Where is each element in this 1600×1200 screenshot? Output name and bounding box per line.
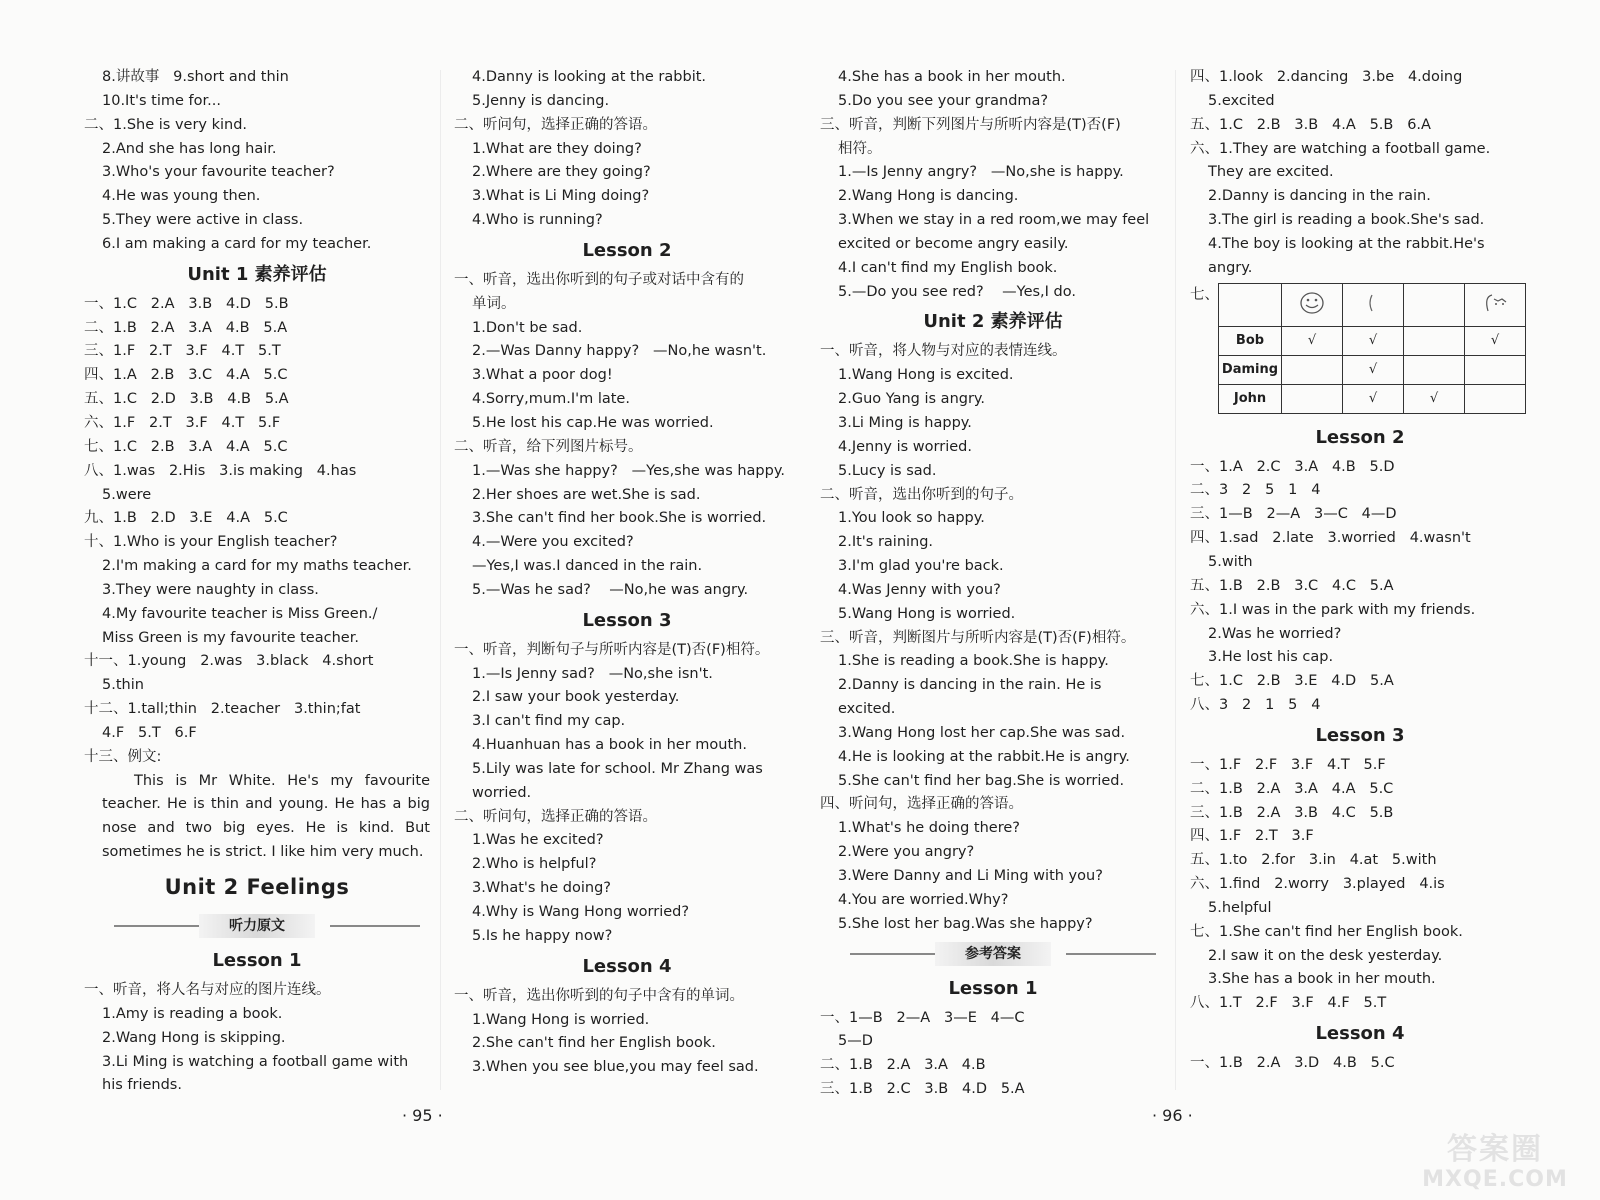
- text-line: 3.What's he doing?: [472, 880, 611, 897]
- text-line: 4.Huanhuan has a book in her mouth.: [472, 737, 747, 754]
- text-line: 四、1.sad 2.late 3.worried 4.wasn't: [1190, 530, 1471, 547]
- text-line: 4.My favourite teacher is Miss Green./: [102, 605, 378, 622]
- lesson3-heading: Lesson 3: [582, 609, 672, 631]
- text-line: 8.讲故事 9.short and thin: [102, 69, 289, 85]
- text-line: 六、1.I was in the park with my friends.: [1190, 601, 1476, 618]
- text-line: 三、1.B 2.A 3.B 4.C 5.B: [1190, 804, 1394, 821]
- lesson1-heading: Lesson 1: [212, 950, 302, 971]
- text-line: angry.: [1208, 259, 1253, 276]
- lesson2-answers-heading: Lesson 2: [1315, 426, 1405, 448]
- text-line: 4.She has a book in her mouth.: [838, 69, 1066, 85]
- text-line: 1.—Was she happy? —Yes,she was happy.: [472, 462, 785, 479]
- text-line: 1.Wang Hong is excited.: [838, 367, 1014, 384]
- text-line: 5.—Do you see red? —Yes,I do.: [838, 283, 1076, 300]
- text-line: worried.: [472, 784, 532, 801]
- text-line: 4.Sorry,mum.I'm late.: [472, 391, 630, 408]
- text-line: 四、1.look 2.dancing 3.be 4.doing: [1190, 69, 1463, 85]
- text-line: 5.—Was he sad? —No,he was angry.: [472, 581, 749, 598]
- banner-rule-right: [1066, 953, 1156, 955]
- text-line: 十三、例文:: [84, 748, 162, 765]
- text-line: 3.When we stay in a red room,we may feel: [838, 212, 1150, 229]
- text-line: 5.Lucy is sad.: [838, 462, 937, 479]
- check-cell: [1404, 326, 1465, 355]
- text-line: 3.She has a book in her mouth.: [1208, 971, 1436, 988]
- text-line: 1.Was he excited?: [472, 832, 604, 849]
- check-cell: [1465, 355, 1526, 384]
- angry-face-icon: [1480, 289, 1510, 317]
- person-name-cell: Daming: [1219, 355, 1282, 384]
- banner-label: 参考答案: [935, 942, 1051, 966]
- check-cell: √: [1343, 326, 1404, 355]
- table-section-label: 七、: [1190, 286, 1219, 303]
- unit1-assessment-heading: Unit 1 素养评估: [187, 263, 327, 285]
- text-line: 3.What a poor dog!: [472, 367, 613, 384]
- text-line: 2.—Was Danny happy? —No,he wasn't.: [472, 343, 767, 360]
- text-line: 八、1.T 2.F 3.F 4.F 5.T: [1190, 995, 1387, 1012]
- text-line: —Yes,I was.I danced in the rain.: [472, 558, 703, 575]
- check-cell: [1282, 355, 1343, 384]
- text-line: 一、听音，选出你听到的句子中含有的单词。: [454, 987, 744, 1004]
- text-line: 3.When you see blue,you may feel sad.: [472, 1059, 759, 1076]
- check-cell: [1404, 355, 1465, 384]
- text-line: 八、3 2 1 5 4: [1190, 697, 1321, 714]
- lesson4-heading: Lesson 4: [582, 955, 672, 977]
- text-line: 4.Jenny is worried.: [838, 438, 972, 455]
- text-line: 相符。: [838, 140, 882, 157]
- text-line: 一、1.A 2.C 3.A 4.B 5.D: [1190, 458, 1395, 475]
- text-line: 二、1.B 2.A 3.A 4.A 5.C: [1190, 780, 1394, 797]
- table-corner-cell: [1219, 283, 1282, 326]
- unit2-title: Unit 2 Feelings: [164, 875, 350, 899]
- text-line: 1.You look so happy.: [838, 510, 985, 527]
- face-header-cell: [1282, 283, 1343, 326]
- text-line: 5.thin: [102, 677, 144, 694]
- text-line: 5.helpful: [1208, 899, 1272, 916]
- text-line: 4.—Were you excited?: [472, 534, 634, 551]
- text-line: 5.He lost his cap.He was worried.: [472, 414, 714, 431]
- text-line: excited.: [838, 701, 896, 718]
- text-line: 3.She can't find her book.She is worried.: [472, 510, 767, 527]
- text-line: 二、1.She is very kind.: [84, 116, 248, 133]
- table-row: [1219, 384, 1526, 413]
- text-line: 5.Lily was late for school. Mr Zhang was: [472, 760, 763, 777]
- text-line: 4.He is looking at the rabbit.He is angry.: [838, 748, 1130, 765]
- text-line: 5.She lost her bag.Was she happy?: [838, 915, 1093, 932]
- text-line: 2.And she has long hair.: [102, 140, 277, 157]
- listening-script-banner: [84, 911, 430, 941]
- check-cell: [1465, 384, 1526, 413]
- answer-key-banner: [820, 939, 1166, 969]
- column-4: [1190, 66, 1530, 1076]
- text-line: 二、听问句，选择正确的答语。: [454, 808, 657, 825]
- text-line: 4.Why is Wang Hong worried?: [472, 904, 690, 920]
- text-line: 3.Wang Hong lost her cap.She was sad.: [838, 724, 1126, 741]
- text-line: 九、1.B 2.D 3.E 4.A 5.C: [84, 510, 288, 527]
- text-line: 七、1.C 2.B 3.A 4.A 5.C: [84, 438, 288, 455]
- text-line: 5.Is he happy now?: [472, 927, 613, 944]
- text-line: 6.I am making a card for my teacher.: [102, 235, 372, 252]
- text-line: 2.Were you angry?: [838, 844, 975, 861]
- text-line: 3.He lost his cap.: [1208, 649, 1334, 666]
- text-line: 2.Danny is dancing in the rain.: [1208, 188, 1431, 205]
- text-line: 三、1.B 2.C 3.B 4.D 5.A: [820, 1081, 1025, 1098]
- text-line: 4.Was Jenny with you?: [838, 581, 1001, 598]
- feelings-table: [1218, 283, 1526, 414]
- text-line: 二、3 2 5 1 4: [1190, 482, 1321, 499]
- text-line: 2.I'm making a card for my maths teacher.: [102, 558, 412, 575]
- text-line: 3.Who's your favourite teacher?: [102, 164, 335, 181]
- text-line: 六、1.They are watching a football game.: [1190, 140, 1491, 157]
- text-line: 1.Wang Hong is worried.: [472, 1011, 650, 1028]
- text-line: 一、听音，将人名与对应的图片连线。: [84, 982, 331, 998]
- text-line: 六、1.find 2.worry 3.played 4.is: [1190, 876, 1445, 893]
- check-cell: √: [1282, 326, 1343, 355]
- lesson4-answers-heading: Lesson 4: [1315, 1023, 1405, 1045]
- text-line: 一、1.F 2.F 3.F 4.T 5.F: [1190, 756, 1386, 773]
- text-line: 3.What is Li Ming doing?: [472, 188, 650, 205]
- table-header-row: [1219, 283, 1526, 326]
- text-line: 4.I can't find my English book.: [838, 259, 1058, 276]
- text-line: 1.What's he doing there?: [838, 820, 1020, 837]
- text-line: 二、听问句，选择正确的答语。: [454, 116, 657, 133]
- text-line: 一、听音，选出你听到的句子或对话中含有的: [454, 271, 744, 288]
- text-line: 3.I can't find my cap.: [472, 713, 626, 730]
- banner-label: 听力原文: [199, 914, 315, 938]
- text-line: 3.Were Danny and Li Ming with you?: [838, 868, 1103, 884]
- text-line: 2.I saw it on the desk yesterday.: [1208, 947, 1443, 964]
- text-line: 四、听问句，选择正确的答语。: [820, 796, 1023, 813]
- text-line: 5.were: [102, 486, 152, 503]
- text-line: Miss Green is my favourite teacher.: [102, 629, 359, 646]
- page-number-right: · 96 ·: [1152, 1106, 1193, 1125]
- text-line: 三、听音，判断下列图片与所听内容是(T)否(F): [820, 116, 1121, 133]
- text-line: 十、1.Who is your English teacher?: [84, 534, 338, 551]
- page-number-left: · 95 ·: [402, 1106, 443, 1125]
- watermark-logo-text: 答案圈: [1447, 1132, 1543, 1167]
- text-line: 一、1.B 2.A 3.D 4.B 5.C: [1190, 1055, 1395, 1072]
- text-line: 2.Guo Yang is angry.: [838, 391, 986, 408]
- sample-essay: This is Mr White. He's my favourite teacher. He is thin and young. He has a big nose and two big eyes. He is kind. But sometimes he is strict. I like him very much.: [102, 772, 430, 861]
- text-line: 2.Who is helpful?: [472, 856, 597, 873]
- table-row: [1219, 326, 1526, 355]
- banner-rule-left: [850, 953, 940, 955]
- text-line: 5.excited: [1208, 92, 1275, 109]
- unit2-assessment-heading: Unit 2 素养评估: [923, 311, 1063, 333]
- text-line: 单词。: [472, 295, 516, 312]
- lesson1-answers-heading: Lesson 1: [948, 977, 1038, 999]
- text-line: 1.She is reading a book.She is happy.: [838, 653, 1109, 670]
- text-line: 4.He was young then.: [102, 188, 261, 205]
- check-cell: √: [1404, 384, 1465, 413]
- text-line: 五、1.to 2.for 3.in 4.at 5.with: [1190, 852, 1437, 869]
- table-row: [1219, 355, 1526, 384]
- text-line: 四、1.A 2.B 3.C 4.A 5.C: [84, 367, 288, 384]
- check-cell: [1282, 384, 1343, 413]
- text-line: 二、1.B 2.A 3.A 4.B: [820, 1057, 986, 1074]
- text-line: 1.What are they doing?: [472, 140, 642, 157]
- text-line: 5.Jenny is dancing.: [472, 92, 610, 109]
- text-line: 5.Do you see your grandma?: [838, 92, 1049, 109]
- feelings-table-section: [1190, 283, 1530, 414]
- text-line: 3.They were naughty in class.: [102, 581, 319, 598]
- text-line: 三、听音，判断图片与所听内容是(T)否(F)相符。: [820, 629, 1136, 646]
- person-name-cell: John: [1219, 384, 1282, 413]
- text-line: 1.Amy is reading a book.: [102, 1005, 283, 1022]
- text-line: 一、1—B 2—A 3—E 4—C: [820, 1009, 1025, 1026]
- text-line: 2.Danny is dancing in the rain. He is: [838, 677, 1102, 694]
- text-line: 七、1.C 2.B 3.E 4.D 5.A: [1190, 673, 1394, 690]
- text-line: 三、1—B 2—A 3—C 4—D: [1190, 506, 1397, 523]
- banner-rule-left: [114, 925, 204, 927]
- column-1: [84, 66, 430, 1098]
- column-3: [820, 66, 1166, 1102]
- text-line: 二、听音，给下列图片标号。: [454, 438, 643, 455]
- face-header-cell: [1343, 283, 1404, 326]
- text-line: 3.Li Ming is watching a football game with: [102, 1053, 409, 1070]
- text-line: 4.You are worried.Why?: [838, 891, 1009, 908]
- column-2: [454, 66, 800, 1080]
- text-line: 三、1.F 2.T 3.F 4.T 5.T: [84, 343, 281, 360]
- check-cell: √: [1343, 384, 1404, 413]
- text-line: 5.They were active in class.: [102, 212, 304, 229]
- text-line: 1.Don't be sad.: [472, 319, 583, 336]
- text-line: 2.Her shoes are wet.She is sad.: [472, 486, 701, 503]
- text-line: They are excited.: [1208, 164, 1334, 181]
- text-line: 5.She can't find her bag.She is worried.: [838, 772, 1125, 789]
- text-line: 5.Wang Hong is worried.: [838, 605, 1016, 622]
- text-line: 4.The boy is looking at the rabbit.He's: [1208, 235, 1485, 252]
- text-line: 4.Who is running?: [472, 212, 603, 229]
- text-line: 八、1.was 2.His 3.is making 4.has: [84, 462, 357, 479]
- lesson2-heading: Lesson 2: [582, 239, 672, 261]
- text-line: 一、听音，判断句子与所听内容是(T)否(F)相符。: [454, 641, 770, 658]
- text-line: 二、1.B 2.A 3.A 4.B 5.A: [84, 319, 288, 336]
- text-line: 一、1.C 2.A 3.B 4.D 5.B: [84, 295, 289, 312]
- text-line: 六、1.F 2.T 3.F 4.T 5.F: [84, 414, 281, 431]
- lesson3-answers-heading: Lesson 3: [1315, 724, 1405, 746]
- text-line: 四、1.F 2.T 3.F: [1190, 828, 1314, 845]
- text-line: 1.—Is Jenny angry? —No,she is happy.: [838, 164, 1124, 181]
- text-line: 1.—Is Jenny sad? —No,she isn't.: [472, 665, 713, 682]
- text-line: excited or become angry easily.: [838, 235, 1069, 252]
- text-line: 2.She can't find her English book.: [472, 1035, 716, 1052]
- watermark: [1410, 1132, 1580, 1192]
- text-line: 4.Danny is looking at the rabbit.: [472, 69, 707, 85]
- watermark-url: MXQE.COM: [1422, 1167, 1568, 1192]
- text-line: 2.Was he worried?: [1208, 625, 1342, 642]
- text-line: 5—D: [838, 1033, 873, 1050]
- text-line: 3.Li Ming is happy.: [838, 414, 972, 431]
- check-cell: √: [1343, 355, 1404, 384]
- face-header-cell: [1404, 283, 1465, 326]
- text-line: 3.I'm glad you're back.: [838, 558, 1004, 575]
- text-line: 2.Wang Hong is dancing.: [838, 188, 1019, 205]
- sad-face-icon: [1358, 289, 1388, 317]
- text-line: 一、听音，将人物与对应的表情连线。: [820, 343, 1067, 360]
- check-cell: √: [1465, 326, 1526, 355]
- text-line: 五、1.C 2.D 3.B 4.B 5.A: [84, 391, 289, 408]
- person-name-cell: Bob: [1219, 326, 1282, 355]
- text-line: 七、1.She can't find her English book.: [1190, 923, 1463, 940]
- text-line: 2.Wang Hong is skipping.: [102, 1029, 286, 1046]
- banner-rule-right: [330, 925, 420, 927]
- text-line: 10.It's time for...: [102, 92, 221, 109]
- text-line: 五、1.B 2.B 3.C 4.C 5.A: [1190, 577, 1394, 594]
- text-line: 3.The girl is reading a book.She's sad.: [1208, 212, 1485, 229]
- text-line: 2.Where are they going?: [472, 164, 651, 181]
- text-line: 五、1.C 2.B 3.B 4.A 5.B 6.A: [1190, 116, 1431, 133]
- text-line: 2.I saw your book yesterday.: [472, 689, 680, 706]
- text-line: 4.F 5.T 6.F: [102, 724, 197, 741]
- text-line: 十一、1.young 2.was 3.black 4.short: [84, 653, 374, 670]
- smiling-face-icon: [1297, 289, 1327, 317]
- text-line: 二、听音，选出你听到的句子。: [820, 486, 1023, 503]
- text-line: 5.with: [1208, 553, 1253, 570]
- face-header-cell: [1465, 283, 1526, 326]
- text-line: his friends.: [102, 1077, 182, 1094]
- text-line: 十二、1.tall;thin 2.teacher 3.thin;fat: [84, 701, 361, 718]
- text-line: 2.It's raining.: [838, 534, 934, 551]
